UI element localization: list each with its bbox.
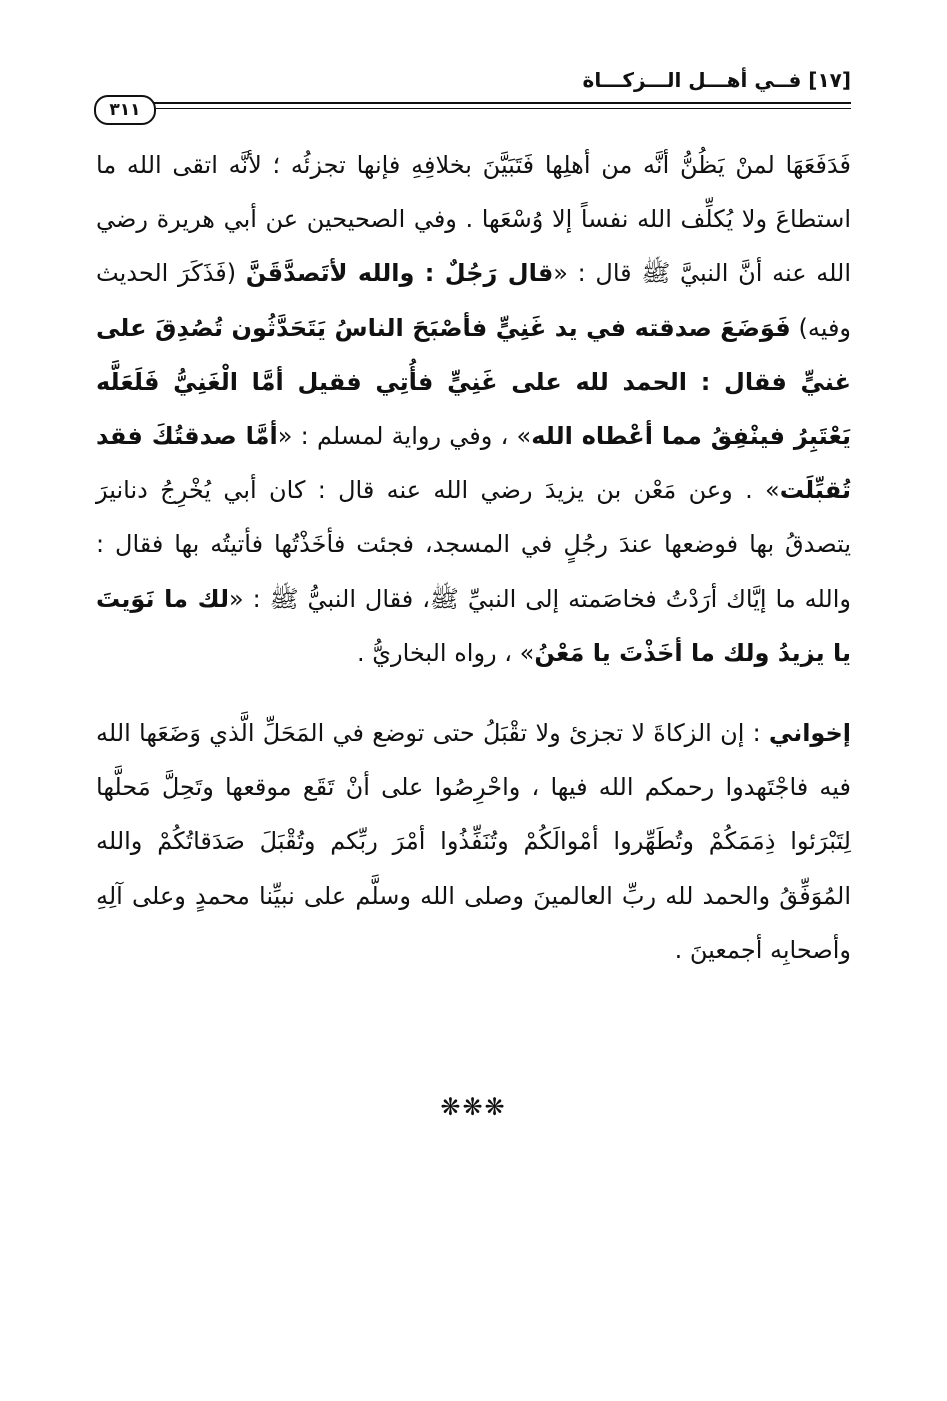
hadith-quote-2: فَوَضَعَ صدقته في يد غَنِيٍّ فأصْبَحَ الناسُ يَتَحَدَّثُون تُصُدِقَ على غنيٍّ فقال : الحمد لله على غَنِيٍّ فأُتِي فقيل أمَّا الْغَنِيُّ فَلَعَلَّه يَعْتَبِرُ فينْفِقُ مما أعْطاه الله [96,313,852,451]
header-rule-thin [150,108,851,109]
paragraph-2-lead: إخواني [768,719,851,748]
body-text [96,138,851,977]
page-number: ٣١١ [94,95,156,125]
header-rule [150,102,851,104]
paragraph-2 [96,706,851,977]
hadith-quote-1: قال رَجُلٌ : والله لأتَصدَّقَنَّ [245,259,554,288]
paragraph-1 [96,138,851,680]
p1-text-5: » ، رواه البخاريُّ . [356,638,535,667]
section-separator: ❋❋❋ [440,1093,507,1121]
p1-text-2: (فَذَكَرَ الحديث وفيه) [96,259,852,342]
p1-text-1: فَدَفَعَهَا لمنْ يَظُنُّ أنَّه من أهلِها فَتَبَيَّنَ بخلافِهِ فإنها تجزئُه ؛ لأنَّه اتقى الله ما استطاعَ ولا يُكلِّف الله نفساً إلا وُسْعَها . وفي الصحيحين عن أبي هريرة رضي الله عنه أنَّ النبيَّ ﷺ قال : « [96,151,851,288]
hadith-quote-3: أمَّا صدقتُكَ فقد تُقبِّلَت [96,422,851,505]
p1-text-3: » ، وفي رواية لمسلم : « [277,422,532,451]
p1-text-4: » . وعن مَعْن بن يزيدَ رضي الله عنه قال : كان أبي يُخْرِجُ دنانيرَ يتصدقُ بها فوضعها عندَ رجُلٍ في المسجد، فجئت فأخَذْتُها فأتيتُه بها فقال : والله ما إيَّاك أرَدْتُ فخاصَمته إلى النبيِّ ﷺ، فقال النبيُّ ﷺ : « [96,476,851,613]
hadith-quote-4: لك ما نَوَيتَ يا يزيدُ ولك ما أخَذْتَ يا مَعْنُ [96,584,851,667]
paragraph-2-text: : إن الزكاةَ لا تجزئ ولا تقْبَلُ حتى توضع في المَحَلِّ الَّذي وَضَعَها الله فيه فاجْتَهدوا رحمكم الله فيها ، واحْرِصُوا على أنْ تَقَع موقعها وتَحِلَّ مَحلَّها لِتَبْرَئوا ذِمَمَكُمْ وتُطَهِّروا أمْوالَكُمْ وتُنَفِّذُوا أمْرَ ربِّكم وتُقْبَلَ صَدَقاتُكُمْ والله المُوَفِّقُ والحمد لله ربِّ العالمينَ وصلى الله وسلَّم على نبيِّنا محمدٍ وعلى آلِهِ وأصحابِه أجمعينَ . [96,719,851,964]
running-title: [١٧] فــي أهـــل الـــزكـــاة [582,68,851,92]
